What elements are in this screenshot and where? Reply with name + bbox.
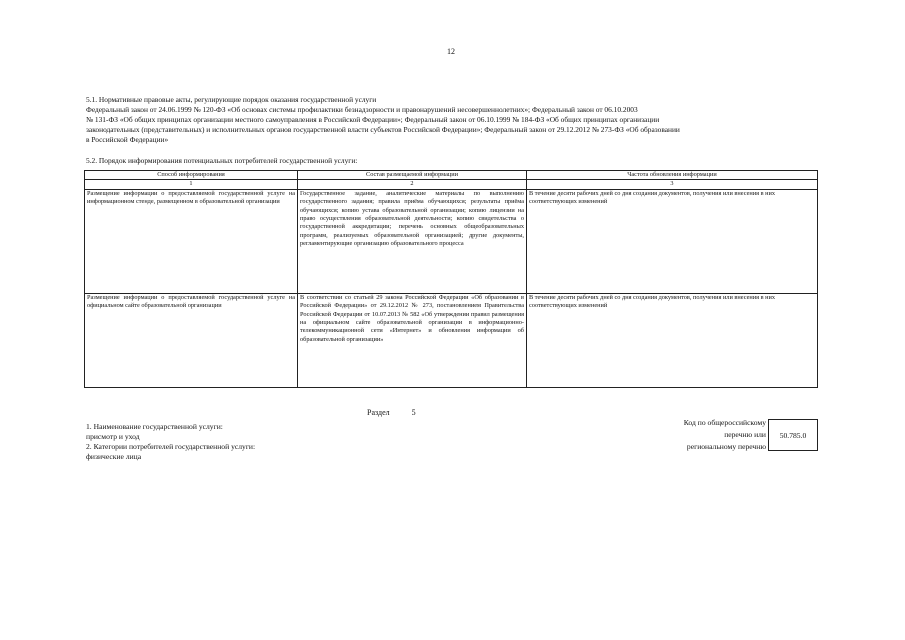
table-header-row [85,171,818,180]
column-number-2: 2 [298,180,527,189]
code-label-line-2: перечню или [724,430,766,439]
section-5-2-title: 5.2. Порядок информирования потенциальных потребителей государственной услуги: [86,156,358,165]
row-1-content: Государственное задание, аналитические материалы по выполнению государственного задания; правила приёма обучающихся; результаты приёма обучающихся; копию устава образовательной организации; копию лицензии на право осуществления образовательной деятельности; копию свидетельства о государственной аккредитации; перечень основных общеобразовательных программ, реализуемых образовательной организацией; другие документы, регламентирующие организацию образовательного процесса [298,189,527,293]
section-heading [367,408,416,417]
table-number-row [85,180,818,189]
page-number: 12 [447,47,455,56]
service-code-box [768,419,818,451]
header-method: Способ информирования [85,171,298,180]
row-1-method: Размещение информации о предоставляемой государственной услуге на информационном стенде, размещенном в образовательной организации [85,189,298,293]
column-number-3: 3 [527,180,818,189]
row-2-content: В соответствии со статьей 29 закона Российской Федерации «Об образовании в Российской Федерации» от 29.12.2012 № 273, постановлением Правительства Российской Федерации от 10.07.2013 № 582 «Об утверждении правил размещения на официальном сайте образовательной организации в информационно-телекоммуникационной сети «Интернет» и обновления информации об образовательной организации» [298,293,527,387]
legal-text-line-1: Федеральный закон от 24.06.1999 № 120-ФЗ «Об основах системы профилактики безнадзорности и правонарушений несовершеннолетних»; Федеральный закон от 06.10.2003 [86,105,638,114]
section-5-1-title: 5.1. Нормативные правовые акты, регулирующие порядок оказания государственной услуги [86,95,377,104]
section-label: Раздел [367,408,390,417]
service-name-value: присмотр и уход [86,432,140,441]
legal-text-line-2: № 131-ФЗ «Об общих принципах организации местного самоуправления в Российской Федерации»; Федеральный закон от 06.10.1999 № 184-ФЗ «Об общих принципах организации [86,115,660,124]
table-row [85,293,818,387]
row-2-frequency: В течение десяти рабочих дней со дня создания документов, получения или внесения в них соответствующих изменений [527,293,818,387]
service-code-value: 50.785.0 [779,430,807,440]
header-frequency: Частота обновления информации [527,171,818,180]
legal-text-line-3: законодательных (представительных) и исполнительных органов государственной власти субъектов Российской Федерации»; Федеральный закон от 29.12.2012 № 273-ФЗ «Об образовании [86,125,680,134]
information-table [84,170,818,388]
code-label-line-3: региональному перечню [686,442,766,451]
table-row [85,189,818,293]
consumer-categories-label: 2. Категории потребителей государственной услуги: [86,442,256,451]
service-name-label: 1. Наименование государственной услуги: [86,422,223,431]
section-number: 5 [411,408,416,417]
consumer-categories-value: физические лица [86,452,142,461]
legal-text-line-4: в Российской Федерации» [86,135,169,144]
column-number-1: 1 [85,180,298,189]
row-2-method: Размещение информации о предоставляемой государственной услуге на официальном сайте образовательной организации [85,293,298,387]
header-content: Состав размещаемой информации [298,171,527,180]
code-label-line-1: Код по общероссийскому [683,418,766,427]
row-1-frequency: В течение десяти рабочих дней со дня создания документов, получения или внесения в них соответствующих изменений [527,189,818,293]
